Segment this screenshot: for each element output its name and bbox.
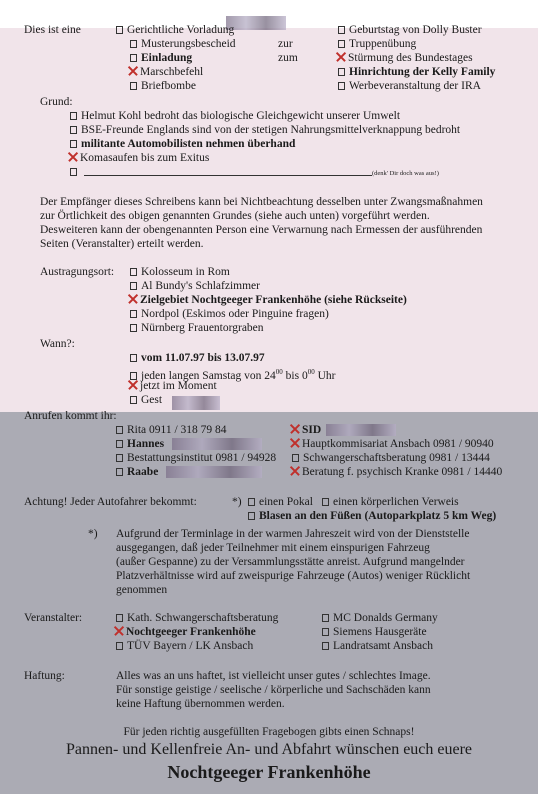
checked-cross-icon[interactable] (290, 438, 300, 448)
redaction-blur (326, 424, 396, 436)
ort-kolosseum[interactable]: Kolosseum in Rom (130, 266, 230, 279)
ort-label: Austragungsort: (40, 266, 115, 278)
checkbox[interactable] (116, 468, 123, 476)
option-kelly[interactable]: Hinrichtung der Kelly Family (338, 66, 495, 79)
achtung-verweis[interactable]: einen körperlichen Verweis (322, 496, 459, 509)
ort-zielgebiet[interactable]: Zielgebiet Nochtgeeger Frankenhöhe (siehe Rückseite) (128, 294, 407, 307)
veranstalter-kath[interactable]: Kath. Schwangerschaftsberatung (116, 612, 278, 625)
checked-cross-icon[interactable] (128, 380, 138, 390)
wann-label: Wann?: (40, 338, 75, 350)
checkbox[interactable] (130, 354, 137, 362)
option-musterung[interactable]: Musterungsbescheid (130, 38, 236, 51)
ort-albundy[interactable]: Al Bundy's Schlafzimmer (130, 280, 260, 293)
intro-text: Dies ist eine (24, 24, 81, 36)
achtung-pokal[interactable]: einen Pokal (248, 496, 313, 509)
checked-cross-icon[interactable] (128, 294, 138, 304)
checkbox[interactable] (322, 614, 329, 622)
haftung-line-2: Für sonstige geistige / seelische / körperliche und Sachschäden kann (116, 684, 431, 696)
footnote-line-1: Aufgrund der Terminlage in der warmen Jahreszeit wird von der Dienststelle (116, 528, 470, 540)
veranstalter-mcdonalds[interactable]: MC Donalds Germany (322, 612, 438, 625)
option-vorladung[interactable]: Gerichtliche Vorladung (116, 24, 234, 37)
achtung-blasen[interactable]: Blasen an den Füßen (Autoparkplatz 5 km Weg) (248, 510, 496, 523)
zum-text: zum (278, 52, 298, 64)
redaction-blur (172, 396, 220, 410)
checkbox[interactable] (130, 324, 137, 332)
checkbox[interactable] (338, 68, 345, 76)
checkbox[interactable] (248, 498, 255, 506)
checkbox[interactable] (116, 26, 123, 34)
checkbox[interactable] (322, 642, 329, 650)
grund-note: (denk' Dir doch was aus!) (372, 170, 439, 177)
option-ira[interactable]: Werbeveranstaltung der IRA (338, 80, 481, 93)
checkbox[interactable] (130, 310, 137, 318)
checkbox[interactable] (338, 26, 345, 34)
paragraph-line-1: Der Empfänger dieses Schreibens kann bei Nichtbeachtung desselben unter Zwangsmaßnahmen (40, 196, 483, 208)
checked-cross-icon[interactable] (128, 66, 138, 76)
haftung-line-1: Alles was an uns haftet, ist vielleicht unser gutes / schlechtes Image. (116, 670, 431, 682)
checkbox[interactable] (130, 82, 137, 90)
veranstalter-landratsamt[interactable]: Landratsamt Ansbach (322, 640, 433, 653)
checkbox[interactable] (322, 498, 329, 506)
ort-nuernberg[interactable]: Nürnberg Frauentorgraben (130, 322, 264, 335)
option-einladung[interactable]: Einladung (130, 52, 192, 65)
grund-label: Grund: (40, 96, 73, 108)
checkbox[interactable] (248, 512, 255, 520)
checkbox[interactable] (130, 282, 137, 290)
redaction-blur (166, 466, 262, 478)
checked-cross-icon[interactable] (68, 152, 78, 162)
checked-cross-icon[interactable] (290, 466, 300, 476)
checkbox[interactable] (116, 426, 123, 434)
option-dolly[interactable]: Geburtstag von Dolly Buster (338, 24, 482, 37)
footnote-line-2: ausgegangen, daß jeder Teilnehmer mit einem einspurigen Fahrzeug (116, 542, 430, 554)
checkbox[interactable] (130, 268, 137, 276)
checkbox[interactable] (130, 40, 137, 48)
anruf-hannes[interactable]: Hannes (116, 438, 164, 451)
checked-cross-icon[interactable] (336, 52, 346, 62)
veranstalter-tuev[interactable]: TÜV Bayern / LK Ansbach (116, 640, 253, 653)
option-briefbombe[interactable]: Briefbombe (130, 80, 196, 93)
grund-komasaufen[interactable]: Komasaufen bis zum Exitus (68, 152, 209, 165)
haftung-label: Haftung: (24, 670, 65, 682)
zur-text: zur (278, 38, 293, 50)
checkbox[interactable] (338, 40, 345, 48)
checkbox[interactable] (116, 454, 123, 462)
checkbox[interactable] (70, 126, 77, 134)
checkbox[interactable] (70, 140, 77, 148)
anruf-hauptkommisariat[interactable]: Hauptkommisariat Ansbach 0981 / 90940 (290, 438, 494, 451)
wann-datum[interactable]: vom 11.07.97 bis 13.07.97 (130, 352, 265, 365)
checked-cross-icon[interactable] (290, 424, 300, 434)
anruf-schwanger[interactable]: Schwangerschaftsberatung 0981 / 13444 (292, 452, 490, 465)
wann-jetzt[interactable]: jetzt im Moment (128, 380, 217, 393)
anruf-rita[interactable]: Rita 0911 / 318 79 84 (116, 424, 227, 437)
checkbox[interactable] (322, 628, 329, 636)
footer-line-2: Pannen- und Kellenfreie An- und Abfahrt wünschen euch euere (65, 741, 473, 758)
option-marschbefehl[interactable]: Marschbefehl (128, 66, 203, 79)
veranstalter-siemens[interactable]: Siemens Hausgeräte (322, 626, 427, 639)
anruf-raabe[interactable]: Raabe (116, 466, 158, 479)
redaction-blur (172, 438, 262, 450)
write-line[interactable] (84, 175, 372, 176)
veranstalter-label: Veranstalter: (24, 612, 83, 624)
grund-militante[interactable]: militante Automobilisten nehmen überhand (70, 138, 295, 151)
footnote-line-4: Platzverhältnisse wird auf zweispurige Fahrzeuge (Autos) weniger Rücklicht (116, 570, 471, 582)
footer-signature: Nochtgeeger Frankenhöhe (167, 762, 371, 782)
anruf-sid[interactable]: SID (290, 424, 321, 437)
veranstalter-nochtgeeger[interactable]: Nochtgeeger Frankenhöhe (114, 626, 256, 639)
checkbox[interactable] (130, 396, 137, 404)
checkbox[interactable] (70, 112, 77, 120)
anruf-psychisch[interactable]: Beratung f. psychisch Kranke 0981 / 14440 (290, 466, 502, 479)
footnote-line-5: genommen (116, 584, 168, 596)
checkbox[interactable] (116, 440, 123, 448)
achtung-star: *) (232, 496, 242, 508)
paragraph-line-2: zur Örtlichkeit des obigen genannten Grundes (siehe auch unten) vorgeführt werden. (40, 210, 430, 222)
wann-gestern[interactable]: Gest (130, 394, 162, 407)
checkbox[interactable] (338, 82, 345, 90)
grund-kohl[interactable]: Helmut Kohl bedroht das biologische Gleichgewicht unserer Umwelt (70, 110, 400, 123)
redaction-blur (226, 16, 286, 30)
checkbox[interactable] (292, 454, 299, 462)
footnote-line-3: (außer Gespanne) zu der Versammlungsstätte anreist. Aufgrund mangelnder (116, 556, 465, 568)
footnote-star: *) (88, 528, 98, 540)
paragraph-line-4: Seiten (Veranstalter) erteilt werden. (40, 238, 204, 250)
grund-bse[interactable]: BSE-Freunde Englands sind von der stetigen Nahrungsmittelverknappung bedroht (70, 124, 460, 137)
footer-line-1: Für jeden richtig ausgefüllten Fragebogen gibts einen Schnaps! (123, 726, 415, 738)
anruf-bestattung[interactable]: Bestattungsinstitut 0981 / 94928 (116, 452, 276, 465)
anruf-label: Anrufen kommt ihr: (24, 410, 117, 422)
checkbox[interactable] (130, 54, 137, 62)
checkbox[interactable] (116, 642, 123, 650)
option-bundestag[interactable]: Stürmung des Bundestages (336, 52, 473, 65)
paragraph-line-3: Desweiteren kann der obengenannten Person eine Verwarnung nach Ermessen der ausführenden (40, 224, 483, 236)
checkbox[interactable] (70, 168, 77, 176)
achtung-label: Achtung! Jeder Autofahrer bekommt: (24, 496, 197, 508)
checked-cross-icon[interactable] (114, 626, 124, 636)
wann-samstag[interactable]: jeden langen Samstag von $24^{00}$ bis $0^{00}$ Uhr (130, 366, 335, 383)
grund-custom[interactable] (70, 166, 81, 179)
checkbox[interactable] (116, 614, 123, 622)
checkbox[interactable] (130, 372, 137, 380)
option-truppenuebung[interactable]: Truppenübung (338, 38, 416, 51)
haftung-line-3: keine Haftung übernommen werden. (116, 698, 285, 710)
ort-nordpol[interactable]: Nordpol (Eskimos oder Pinguine fragen) (130, 308, 329, 321)
